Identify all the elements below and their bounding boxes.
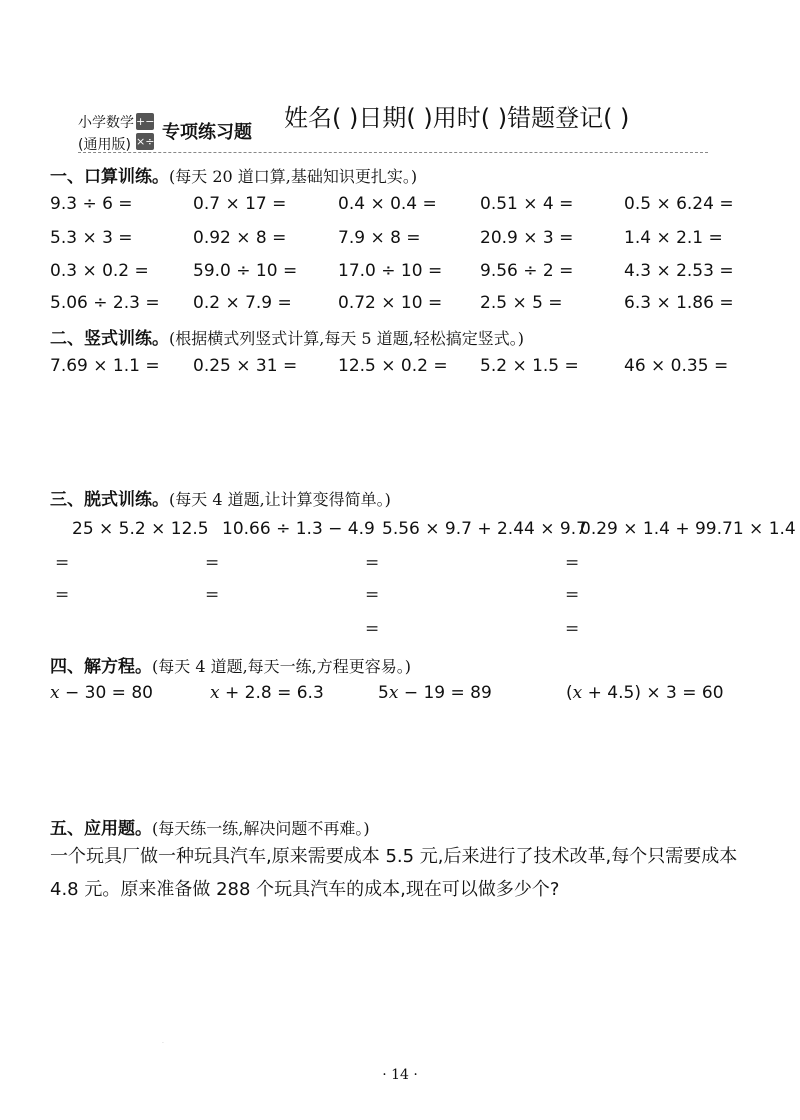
page-number: · 14 · — [382, 1067, 418, 1083]
section-word-problem-heading: 五、应用题。(每天练一练,解决问题不再难。) — [50, 819, 370, 839]
oral-problem: 9.56 ÷ 2 = — [480, 261, 574, 281]
equation-problem: (x + 4.5) × 3 = 60 — [566, 683, 724, 703]
section-oral-heading: 一、口算训练。(每天 20 道口算,基础知识更扎实。) — [50, 167, 418, 187]
equation-problem: 5x − 19 = 89 — [378, 683, 492, 703]
equals-line: = — [565, 553, 580, 573]
equals-line: = — [365, 619, 380, 639]
oral-problem: 59.0 ÷ 10 = — [193, 261, 298, 281]
stepwise-expression: 10.66 ÷ 1.3 − 4.9 — [222, 519, 375, 539]
oral-problem: 0.7 × 17 = — [193, 194, 287, 214]
oral-problem: 0.92 × 8 = — [193, 228, 287, 248]
equals-line: = — [365, 585, 380, 605]
equals-line: = — [55, 585, 70, 605]
brand-title: 专项练习题 — [162, 122, 252, 143]
oral-problem: 5.3 × 3 = — [50, 228, 133, 248]
header-divider — [78, 152, 708, 153]
equals-line: = — [565, 619, 580, 639]
oral-problem: 0.72 × 10 = — [338, 293, 443, 313]
oral-problem: 0.3 × 0.2 = — [50, 261, 149, 281]
student-info-fields: 姓名( )日期( )用时( )错题登记( ) — [284, 104, 630, 132]
oral-problem: 20.9 × 3 = — [480, 228, 574, 248]
vertical-problem: 46 × 0.35 = — [624, 356, 729, 376]
brand-subject: 小学数学 — [78, 115, 134, 131]
section-stepwise-heading: 三、脱式训练。(每天 4 道题,让计算变得简单。) — [50, 490, 391, 510]
oral-problem: 0.4 × 0.4 = — [338, 194, 437, 214]
math-operators-icon — [136, 113, 158, 153]
oral-problem: 0.51 × 4 = — [480, 194, 574, 214]
equals-line: = — [205, 553, 220, 573]
vertical-problem: 7.69 × 1.1 = — [50, 356, 160, 376]
equation-problem: x + 2.8 = 6.3 — [210, 683, 324, 703]
oral-problem: 2.5 × 5 = — [480, 293, 563, 313]
vertical-problem: 0.25 × 31 = — [193, 356, 298, 376]
oral-problem: 7.9 × 8 = — [338, 228, 421, 248]
section-vertical-heading: 二、竖式训练。(根据横式列竖式计算,每天 5 道题,轻松搞定竖式。) — [50, 329, 525, 349]
oral-problem: 9.3 ÷ 6 = — [50, 194, 133, 214]
oral-problem: 0.5 × 6.24 = — [624, 194, 734, 214]
oral-problem: 17.0 ÷ 10 = — [338, 261, 443, 281]
oral-problem: 4.3 × 2.53 = — [624, 261, 734, 281]
equals-line: = — [55, 553, 70, 573]
vertical-problem: 12.5 × 0.2 = — [338, 356, 448, 376]
stepwise-expression: 25 × 5.2 × 12.5 — [72, 519, 209, 539]
word-problem-text: 一个玩具厂做一种玩具汽车,原来需要成本 5.5 元,后来进行了技术改革,每个只需要成本 4.8 元。原来准备做 288 个玩具汽车的成本,现在可以做多少个? — [50, 846, 738, 900]
oral-problem: 0.2 × 7.9 = — [193, 293, 292, 313]
equals-line: = — [205, 585, 220, 605]
equation-problem: x − 30 = 80 — [50, 683, 153, 703]
plus-minus-icon: +− — [136, 115, 155, 128]
times-divide-icon: ×÷ — [136, 135, 155, 148]
vertical-problem: 5.2 × 1.5 = — [480, 356, 579, 376]
equals-line: = — [365, 553, 380, 573]
section-equation-heading: 四、解方程。(每天 4 道题,每天一练,方程更容易。) — [50, 657, 412, 677]
scan-speck: · — [162, 1040, 164, 1047]
stepwise-expression: 5.56 × 9.7 + 2.44 × 9.7 — [382, 519, 587, 539]
brand-block — [78, 112, 252, 162]
oral-problem: 6.3 × 1.86 = — [624, 293, 734, 313]
oral-problem: 1.4 × 2.1 = — [624, 228, 723, 248]
brand-edition: (通用版) — [78, 137, 131, 153]
stepwise-expression: 0.29 × 1.4 + 99.71 × 1.4 — [580, 519, 796, 539]
oral-problem: 5.06 ÷ 2.3 = — [50, 293, 160, 313]
equals-line: = — [565, 585, 580, 605]
